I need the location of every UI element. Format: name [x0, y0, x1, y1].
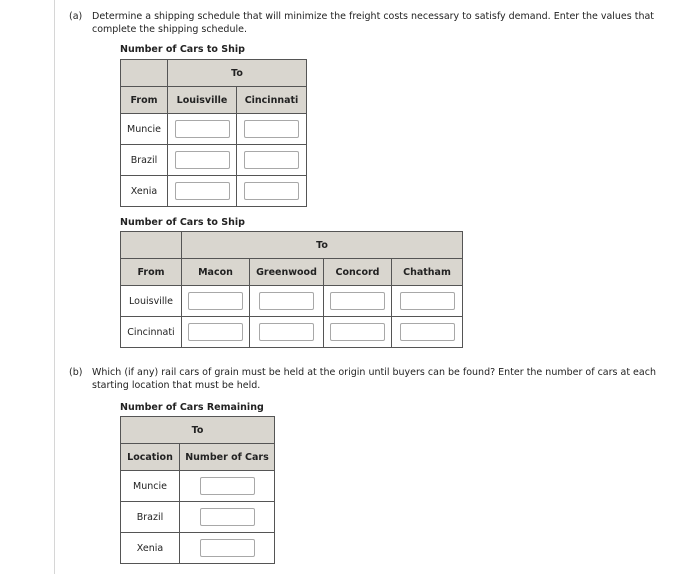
table1-row-label: Xenia [121, 176, 168, 207]
brazil-louisville-input[interactable] [175, 151, 230, 169]
table3-title: Number of Cars Remaining [120, 402, 264, 413]
table1-col-header: Cincinnati [237, 87, 307, 114]
cincinnati-chatham-input[interactable] [400, 323, 455, 341]
part-a-question-line2: complete the shipping schedule. [92, 24, 247, 35]
table1-shipping-schedule [120, 59, 307, 207]
table2-corner-cell [121, 232, 182, 259]
part-a-question-line1: Determine a shipping schedule that will minimize the freight costs necessary to satisfy demand. Enter the values that [92, 11, 655, 22]
table2-col-header: Greenwood [250, 259, 324, 286]
muncie-cincinnati-input[interactable] [244, 120, 299, 138]
table2-row-label: Cincinnati [121, 317, 182, 348]
cincinnati-greenwood-input[interactable] [259, 323, 314, 341]
table1-row-label: Muncie [121, 114, 168, 145]
brazil-remaining-input[interactable] [200, 508, 255, 526]
xenia-cincinnati-input[interactable] [244, 182, 299, 200]
louisville-chatham-input[interactable] [400, 292, 455, 310]
brazil-cincinnati-input[interactable] [244, 151, 299, 169]
part-a-question [92, 10, 692, 36]
part-b-question [92, 366, 692, 392]
xenia-louisville-input[interactable] [175, 182, 230, 200]
table2-from-header: From [121, 259, 182, 286]
table1-row-label: Brazil [121, 145, 168, 176]
louisville-macon-input[interactable] [188, 292, 243, 310]
table3-row-label: Muncie [121, 471, 180, 502]
louisville-concord-input[interactable] [330, 292, 385, 310]
table1-to-header: To [168, 60, 307, 87]
table2-row-label: Louisville [121, 286, 182, 317]
part-b-question-line1: Which (if any) rail cars of grain must be held at the origin until buyers can be found? Enter the number of cars at each [92, 367, 656, 378]
part-b-question-line2: starting location that must be held. [92, 380, 261, 391]
table2-to-header: To [182, 232, 463, 259]
table2-shipping-schedule [120, 231, 463, 348]
cincinnati-macon-input[interactable] [188, 323, 243, 341]
table3-location-header: Location [121, 444, 180, 471]
table2-col-header: Chatham [392, 259, 463, 286]
muncie-louisville-input[interactable] [175, 120, 230, 138]
part-a-label: (a) [69, 11, 83, 22]
xenia-remaining-input[interactable] [200, 539, 255, 557]
table1-col-header: Louisville [168, 87, 237, 114]
part-b-label: (b) [69, 367, 83, 378]
table1-corner-cell [121, 60, 168, 87]
cincinnati-concord-input[interactable] [330, 323, 385, 341]
table3-to-header: To [121, 417, 275, 444]
louisville-greenwood-input[interactable] [259, 292, 314, 310]
table2-col-header: Concord [324, 259, 392, 286]
table2-col-header: Macon [182, 259, 250, 286]
table3-row-label: Xenia [121, 533, 180, 564]
table3-cars-remaining [120, 416, 275, 564]
left-border-line [54, 0, 55, 574]
table1-title: Number of Cars to Ship [120, 44, 245, 55]
table3-row-label: Brazil [121, 502, 180, 533]
table2-title: Number of Cars to Ship [120, 217, 245, 228]
table3-number-header: Number of Cars [180, 444, 275, 471]
muncie-remaining-input[interactable] [200, 477, 255, 495]
table1-from-header: From [121, 87, 168, 114]
